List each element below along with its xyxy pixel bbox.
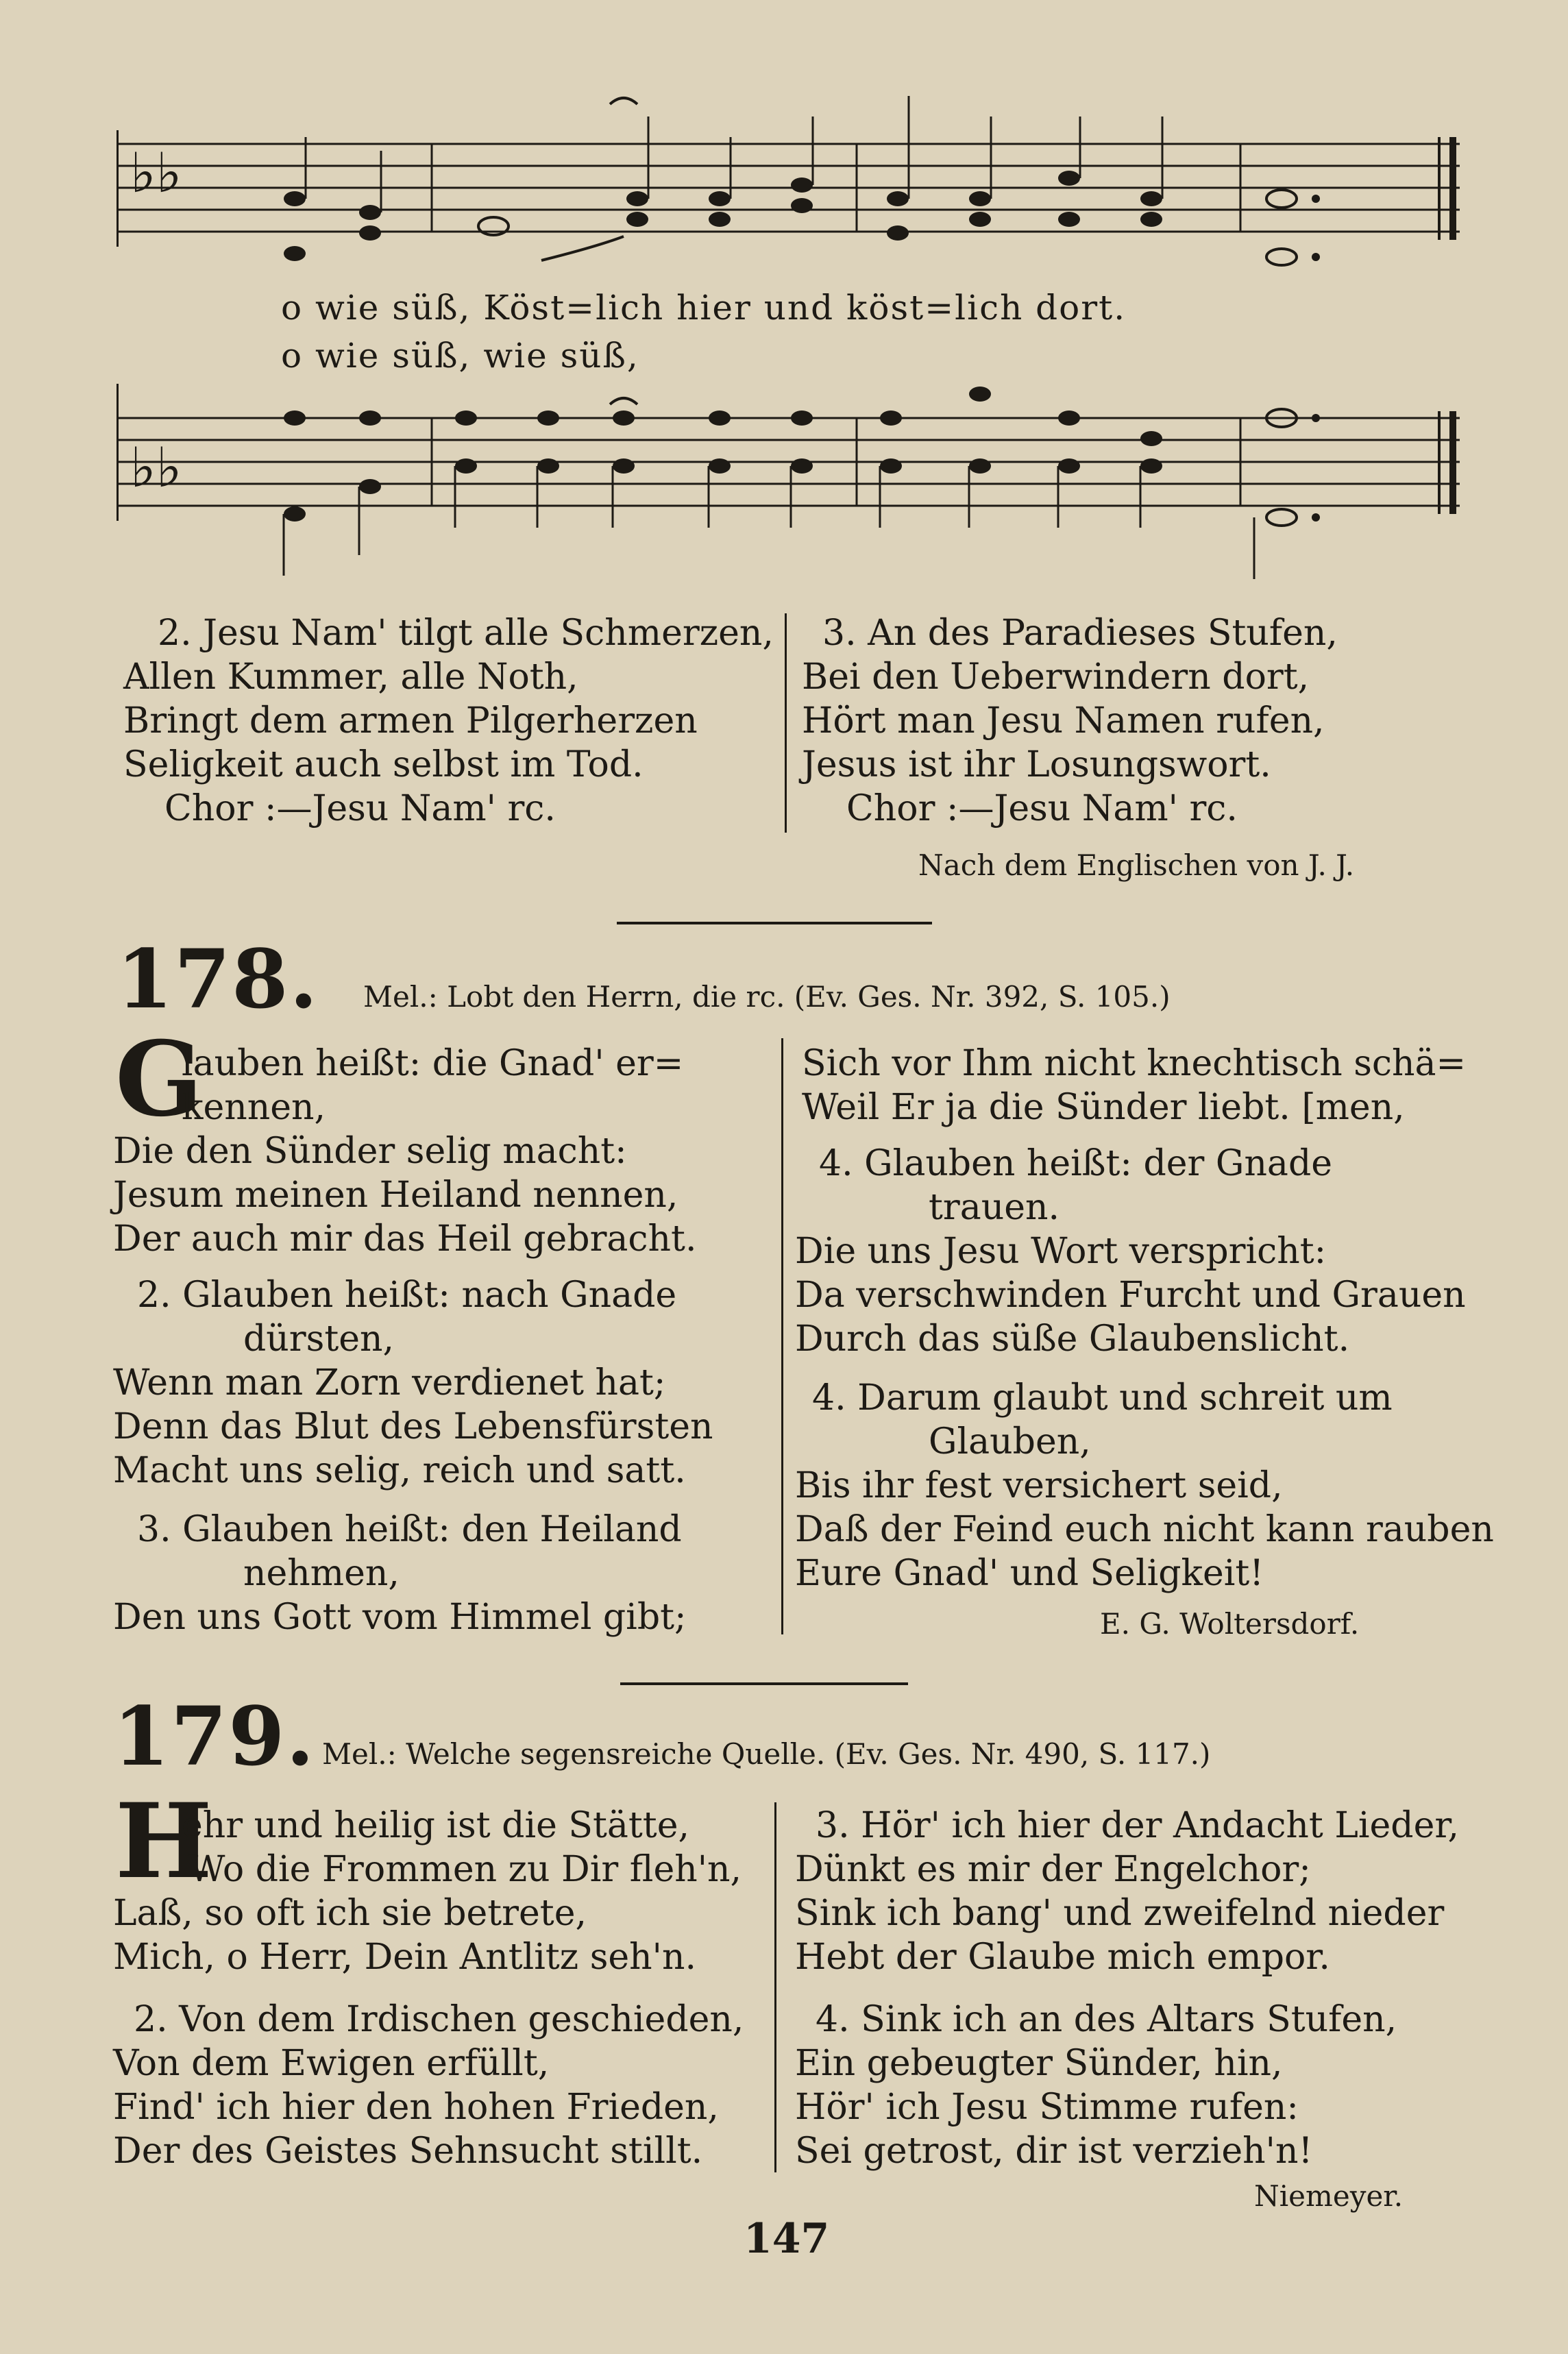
h178-left-12: nehmen, <box>243 1553 400 1594</box>
column-divider-178 <box>781 1038 783 1634</box>
h179-drop-cap: H <box>115 1781 212 1902</box>
svg-text:♭♭: ♭♭ <box>130 141 182 205</box>
h177-left-4: Seligkeit auch selbst im Tod. <box>123 744 644 785</box>
h178-left-4: Jesum meinen Heiland nennen, <box>113 1175 678 1216</box>
staff-lower-svg <box>117 384 1473 583</box>
h178-left-3: Die den Sünder selig macht: <box>113 1131 627 1172</box>
svg-text:♭♭: ♭♭ <box>130 436 182 500</box>
h178-right-7: Durch das süße Glaubenslicht. <box>795 1319 1350 1360</box>
page-number: 147 <box>744 2215 830 2263</box>
h177-left-1: 2. Jesu Nam' tilgt alle Schmerzen, <box>158 613 774 654</box>
separator-rule-2 <box>620 1682 908 1685</box>
column-divider-179 <box>774 1802 776 2172</box>
h177-right-2: Bei den Ueberwindern dort, <box>802 657 1310 698</box>
h177-left-chorus: Chor :—Jesu Nam' rc. <box>164 788 556 829</box>
h178-left-6: 2. Glauben heißt: nach Gnade <box>137 1275 677 1316</box>
h177-right-4: Jesus ist ihr Losungswort. <box>802 744 1271 785</box>
h179-right-6: Ein gebeugter Sünder, hin, <box>795 2043 1283 2084</box>
h179-left-5: 2. Von dem Irdischen geschieden, <box>134 1999 744 2040</box>
h178-left-9: Denn das Blut des Lebensfürsten <box>113 1406 713 1447</box>
h179-right-2: Dünkt es mir der Engelchor; <box>795 1849 1311 1890</box>
h178-left-13: Den uns Gott vom Himmel gibt; <box>113 1597 687 1638</box>
separator-rule-1 <box>617 922 932 924</box>
h178-drop-cap: G <box>115 1019 204 1140</box>
music-staff-upper <box>117 89 1473 274</box>
h178-right-10: Bis ihr fest versichert seid, <box>795 1465 1283 1506</box>
h177-left-3: Bringt dem armen Pilgerherzen <box>123 700 698 741</box>
h178-left-2: kennen, <box>182 1087 326 1128</box>
h177-right-3: Hört man Jesu Namen rufen, <box>802 700 1325 741</box>
h179-left-7: Find' ich hier den hohen Frieden, <box>113 2087 719 2128</box>
h178-left-1: lauben heißt: die Gnad' er= <box>182 1043 684 1084</box>
h179-right-8: Sei getrost, dir ist verzieh'n! <box>795 2131 1313 2172</box>
h178-right-9: Glauben, <box>929 1421 1091 1462</box>
h179-left-6: Von dem Ewigen erfüllt, <box>113 2043 550 2084</box>
h179-right-5: 4. Sink ich an des Altars Stufen, <box>816 1999 1397 2040</box>
h178-left-10: Macht uns selig, reich und satt. <box>113 1450 686 1491</box>
h178-right-12: Eure Gnad' und Seligkeit! <box>795 1553 1264 1594</box>
h178-right-4: trauen. <box>929 1187 1060 1228</box>
column-divider-177 <box>785 613 787 833</box>
h179-right-4: Hebt der Glaube mich empor. <box>795 1937 1330 1978</box>
h178-right-3: 4. Glauben heißt: der Gnade <box>819 1143 1332 1184</box>
h179-left-8: Der des Geistes Sehnsucht stillt. <box>113 2131 703 2172</box>
h177-left-2: Allen Kummer, alle Noth, <box>123 657 578 698</box>
music-staff-lower <box>117 384 1473 583</box>
h178-right-11: Daß der Feind euch nicht kann rauben <box>795 1509 1494 1550</box>
h179-left-3: Laß, so oft ich sie betrete, <box>113 1893 587 1934</box>
h177-right-chorus: Chor :—Jesu Nam' rc. <box>846 788 1238 829</box>
h178-right-8: 4. Darum glaubt und schreit um <box>812 1377 1393 1419</box>
h178-right-5: Die uns Jesu Wort verspricht: <box>795 1231 1327 1272</box>
h179-left-2: Wo die Frommen zu Dir fleh'n, <box>188 1849 742 1890</box>
h178-left-11: 3. Glauben heißt: den Heiland <box>137 1509 682 1550</box>
h179-right-3: Sink ich bang' und zweifelnd nieder <box>795 1893 1445 1934</box>
h179-left-1: ehr und heilig ist die Stätte, <box>182 1805 689 1846</box>
h178-attribution: E. G. Woltersdorf. <box>1100 1607 1360 1641</box>
h178-left-8: Wenn man Zorn verdienet hat; <box>113 1362 666 1403</box>
h177-right-1: 3. An des Paradieses Stufen, <box>822 613 1338 654</box>
h179-left-4: Mich, o Herr, Dein Antlitz seh'n. <box>113 1937 696 1978</box>
h179-right-1: 3. Hör' ich hier der Andacht Lieder, <box>816 1805 1460 1846</box>
h177-attribution: Nach dem Englischen von J. J. <box>918 848 1355 882</box>
hymn-number-179: 179. <box>113 1689 316 1784</box>
lyrics-line-1: o wie süß, Köst=lich hier und köst=lich dort. <box>281 288 1127 328</box>
staff-upper-svg <box>117 89 1473 274</box>
lyrics-line-2: o wie süß, wie süß, <box>281 336 639 376</box>
h178-left-7: dürsten, <box>243 1319 395 1360</box>
h178-right-2: Weil Er ja die Sünder liebt. [men, <box>802 1087 1405 1128</box>
h178-melody: Mel.: Lobt den Herrn, die rc. (Ev. Ges. Nr. 392, S. 105.) <box>363 980 1171 1014</box>
h178-right-1: Sich vor Ihm nicht knechtisch schä= <box>802 1043 1467 1084</box>
h179-attribution: Niemeyer. <box>1254 2179 1404 2213</box>
h178-right-6: Da verschwinden Furcht und Grauen <box>795 1275 1466 1316</box>
h179-melody: Mel.: Welche segensreiche Quelle. (Ev. Ges. Nr. 490, S. 117.) <box>322 1737 1211 1771</box>
hymn-number-178: 178. <box>117 931 319 1027</box>
h178-left-5: Der auch mir das Heil gebracht. <box>113 1218 697 1260</box>
h179-right-7: Hör' ich Jesu Stimme rufen: <box>795 2087 1299 2128</box>
